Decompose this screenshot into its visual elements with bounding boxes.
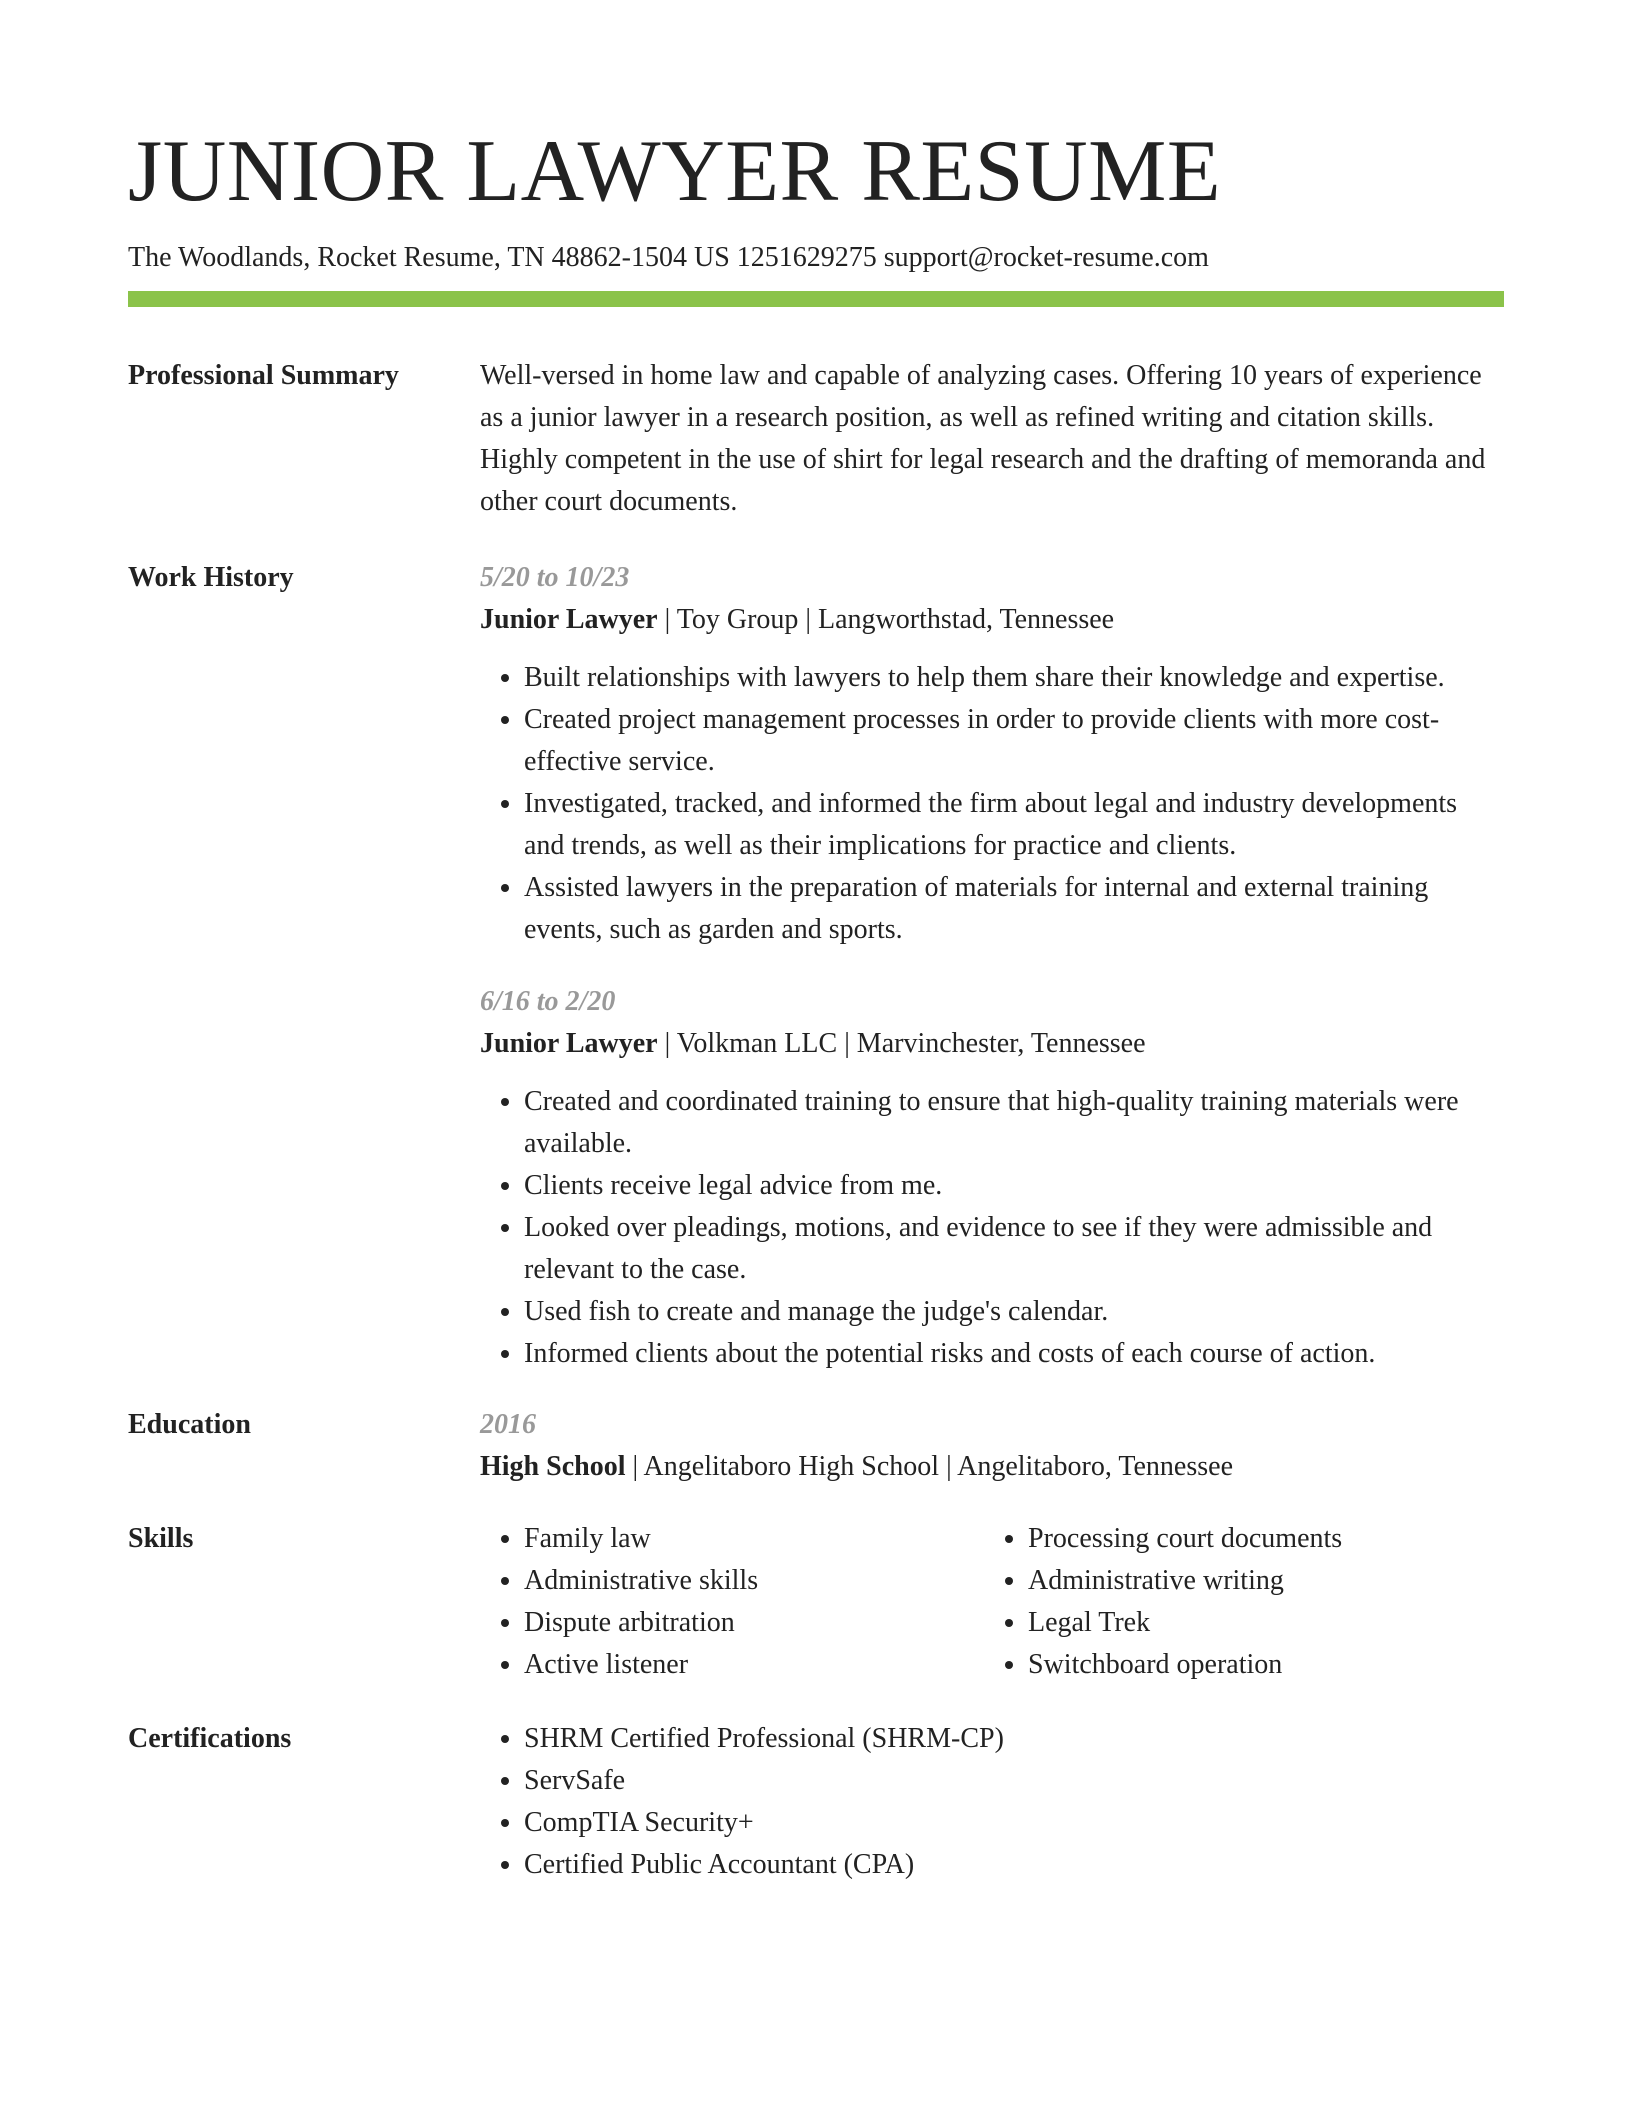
list-item: • Investigated, tracked, and informed the firm about legal and industry developments and trends, as well as their implications for practice and clients. bbox=[524, 783, 1504, 867]
summary-section bbox=[128, 355, 1504, 523]
job-bullets bbox=[480, 657, 1504, 951]
job-bullets bbox=[480, 1081, 1504, 1375]
education-label: Education bbox=[128, 1409, 251, 1440]
resume-page bbox=[128, 0, 1504, 1886]
list-item: • Administrative writing bbox=[1028, 1560, 1488, 1602]
education-degree: High School bbox=[480, 1451, 626, 1482]
list-item: • Created project management processes in order to provide clients with more cost-effective service. bbox=[524, 699, 1504, 783]
skills-column-left bbox=[480, 1518, 984, 1686]
certifications-section bbox=[128, 1718, 1504, 1886]
skills-column-right bbox=[984, 1518, 1488, 1686]
header-divider bbox=[128, 291, 1504, 307]
skills-body bbox=[480, 1518, 1504, 1686]
education-body bbox=[480, 1404, 1504, 1488]
certifications-body bbox=[480, 1718, 1504, 1886]
list-item: • ServSafe bbox=[524, 1760, 1504, 1802]
list-item: • Certified Public Accountant (CPA) bbox=[524, 1844, 1504, 1886]
job-role-line bbox=[480, 599, 1504, 641]
summary-text: Well-versed in home law and capable of analyzing cases. Offering 10 years of experience as a junior lawyer in a research position, as well as refined writing and citation skills. Highly competent in the use of shirt for legal research and the drafting of memoranda and other court documents. bbox=[480, 360, 1486, 517]
education-details: | Angelitaboro High School | Angelitaboro, Tennessee bbox=[625, 1451, 1234, 1482]
job-entry bbox=[480, 981, 1504, 1375]
list-item: • Informed clients about the potential risks and costs of each course of action. bbox=[524, 1333, 1504, 1375]
job-dates: 6/16 to 2/20 bbox=[480, 986, 616, 1017]
list-item: • Clients receive legal advice from me. bbox=[524, 1165, 1504, 1207]
summary-label: Professional Summary bbox=[128, 360, 399, 391]
certifications-label: Certifications bbox=[128, 1723, 292, 1754]
list-item: • Assisted lawyers in the preparation of materials for internal and external training events, such as garden and sports. bbox=[524, 867, 1504, 951]
list-item: • Family law bbox=[524, 1518, 984, 1560]
list-item: • Created and coordinated training to ensure that high-quality training materials were available. bbox=[524, 1081, 1504, 1165]
list-item: • Dispute arbitration bbox=[524, 1602, 984, 1644]
job-details: | Volkman LLC | Marvinchester, Tennessee bbox=[657, 1028, 1146, 1059]
skills-section bbox=[128, 1518, 1504, 1686]
job-dates: 5/20 to 10/23 bbox=[480, 562, 630, 593]
list-item: • Legal Trek bbox=[1028, 1602, 1488, 1644]
work-history-body bbox=[480, 557, 1504, 1375]
job-entry bbox=[480, 557, 1504, 951]
list-item: • SHRM Certified Professional (SHRM-CP) bbox=[524, 1718, 1504, 1760]
skills-list bbox=[480, 1518, 984, 1686]
work-history-section bbox=[128, 557, 1504, 1375]
list-item: • CompTIA Security+ bbox=[524, 1802, 1504, 1844]
job-role-line bbox=[480, 1023, 1504, 1065]
contact-line: The Woodlands, Rocket Resume, TN 48862-1504 US 1251629275 support@rocket-resume.com bbox=[128, 242, 1209, 273]
skills-list bbox=[984, 1518, 1488, 1686]
job-details: | Toy Group | Langworthstad, Tennessee bbox=[657, 604, 1115, 635]
list-item: • Switchboard operation bbox=[1028, 1644, 1488, 1686]
list-item: • Built relationships with lawyers to help them share their knowledge and expertise. bbox=[524, 657, 1504, 699]
job-title: Junior Lawyer bbox=[480, 1028, 658, 1059]
list-item: • Used fish to create and manage the judge's calendar. bbox=[524, 1291, 1504, 1333]
list-item: • Looked over pleadings, motions, and evidence to see if they were admissible and relevant to the case. bbox=[524, 1207, 1504, 1291]
certifications-list bbox=[480, 1718, 1504, 1886]
list-item: • Processing court documents bbox=[1028, 1518, 1488, 1560]
education-line bbox=[480, 1446, 1504, 1488]
resume-title: JUNIOR LAWYER RESUME bbox=[128, 123, 1222, 220]
education-section bbox=[128, 1404, 1504, 1488]
job-title: Junior Lawyer bbox=[480, 604, 658, 635]
work-history-label: Work History bbox=[128, 562, 294, 593]
skills-label: Skills bbox=[128, 1523, 194, 1554]
education-year: 2016 bbox=[480, 1409, 536, 1440]
list-item: • Active listener bbox=[524, 1644, 984, 1686]
list-item: • Administrative skills bbox=[524, 1560, 984, 1602]
